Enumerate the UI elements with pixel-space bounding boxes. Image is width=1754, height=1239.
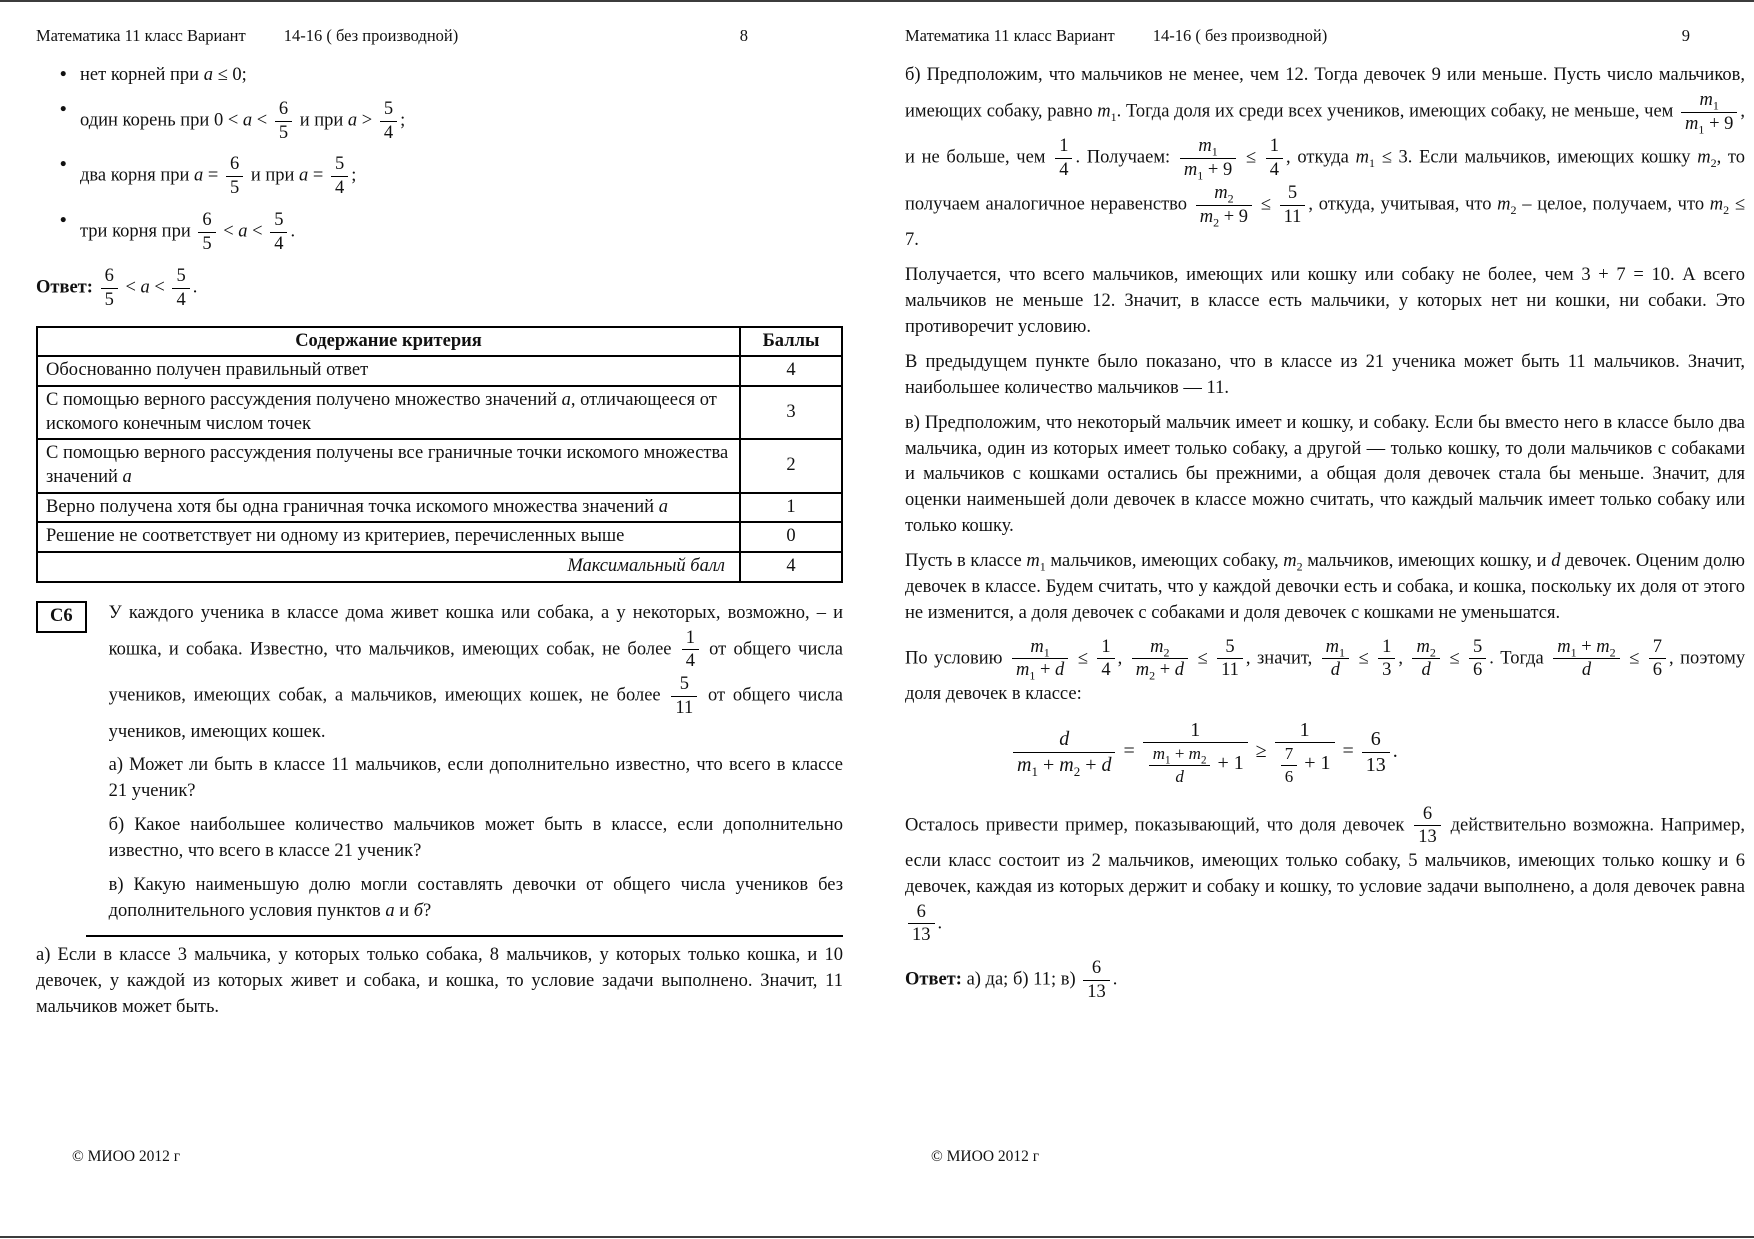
math-variable: m	[1283, 551, 1297, 572]
score-header-cell: Баллы	[740, 327, 842, 357]
subscript: 2	[1073, 763, 1081, 779]
solution-paragraph: Осталось привести пример, показывающий, что доля девочек $\frac{6}{13}$ действительно возможна. Например, если класс состоит из 2 мальчиков, имеющих только собаку, 5 мальчиков, имеющих только кошку и 6 девочек, каждая из которых держит и собаку и кошку, то условие задачи выполнено, а доля девочек равна $\frac{6}{13}$ .	[905, 803, 1745, 946]
subscript: 2	[1609, 645, 1616, 660]
subscript: 1	[1029, 669, 1036, 684]
fraction-denominator: $m_1 + 9$	[1183, 160, 1233, 183]
math-variable: d	[1330, 660, 1340, 681]
bullet-item: • один корень при 0 < a < $\frac{6}{5}$ и при a > $\frac{5}{4}$ ;	[60, 98, 843, 144]
subscript: 1	[1197, 168, 1204, 183]
fraction-numerator: 1	[1055, 136, 1072, 159]
fraction-denominator: 4	[176, 290, 186, 311]
fraction-numerator	[1412, 637, 1439, 660]
solution-paragraph: в) Предположим, что некоторый мальчик имеет и кошку, и собаку. Если бы вместо него в классе было два мальчика, один из которых имеет только собаку, а другой — только кошку, то доли мальчиков с собаками и мальчиков с кошками остались бы прежними, а общая доля девочек стала бы меньше. Значит, для оценки наименьшей доли девочек в классе можно считать, что каждый мальчик имеет только собаку или только кошку.	[905, 412, 1745, 537]
case-bullet-list	[60, 63, 843, 255]
criteria-table	[36, 326, 843, 583]
math-variable: m	[1699, 89, 1713, 110]
bold-label: Ответ:	[36, 277, 93, 298]
subscript: 1	[1165, 754, 1171, 767]
math-variable: m	[1188, 744, 1201, 764]
math-variable: a	[238, 221, 248, 242]
page-number: 8	[739, 26, 748, 45]
footer-copyright: © МИОО 2012 г	[72, 1148, 181, 1165]
answer-line: Ответ: а) да; б) 11; в) $\frac{6}{13}$ .	[905, 958, 1118, 1002]
problem-number-box: С6	[36, 601, 87, 633]
bullet-item: • нет корней при a ≤ 0;	[60, 63, 843, 89]
page-header	[905, 24, 1745, 47]
fraction-denominator: 4	[1059, 160, 1069, 181]
score-cell: 1	[740, 493, 842, 523]
fraction-numerator	[1322, 637, 1349, 660]
math-variable: а	[385, 900, 395, 921]
fraction-numerator: 7	[1649, 637, 1666, 660]
math-variable: б	[413, 900, 424, 921]
math-variable: d	[1101, 753, 1112, 776]
solution-divider	[86, 935, 843, 937]
page-number: 9	[1681, 26, 1690, 45]
fraction	[270, 210, 287, 254]
fraction	[1378, 637, 1395, 681]
fraction-numerator	[1013, 728, 1115, 752]
score-cell: 2	[740, 439, 842, 492]
math-variable: m	[1017, 753, 1032, 776]
fraction-numerator: $m_1 + m_2$	[1149, 744, 1211, 765]
header-title: Математика 11 класс Вариант	[905, 26, 1115, 45]
solution-paragraph: По условию $\frac{m_1}{m_1 + d}$ ≤ $\frac{1}{4}$ , $\frac{m_2}{m_2 + d}$ ≤ $\frac{5}{11}$ , значит, $\frac{m_1}{d}$ ≤ $\frac{1}{3}$ , $\frac{m_2}{d}$ ≤ $\frac{5}{6}$ . Тогда $\frac{m_1 + m_2}{d}$ ≤ $\frac{7}{6}$ , поэтому доля девочек в классе:	[905, 636, 1746, 705]
math-variable: m	[1135, 660, 1150, 681]
math-variable: m	[1150, 636, 1164, 657]
fraction-numerator: 5	[380, 99, 397, 122]
score-cell: 4	[740, 356, 842, 386]
math-variable: a	[203, 65, 213, 86]
math-variable: d	[1581, 660, 1592, 681]
fraction-denominator: 4	[274, 233, 284, 254]
fraction	[1281, 744, 1298, 785]
answer-line: Ответ: $\frac{6}{5}$ < a < $\frac{5}{4}$ .	[36, 266, 198, 311]
fraction	[380, 99, 397, 143]
table-header-row	[37, 327, 842, 357]
fraction-numerator: 6	[1362, 728, 1390, 752]
subscript: 1	[1211, 145, 1218, 160]
math-variable: m	[1097, 101, 1111, 122]
fraction-numerator: 1	[1378, 637, 1395, 660]
fraction-denominator: 11	[1283, 206, 1302, 227]
subscript: 1	[1712, 98, 1719, 113]
fraction-numerator	[1196, 183, 1252, 206]
fraction	[1649, 637, 1666, 681]
fraction-numerator: 5	[270, 210, 287, 233]
math-variable: a	[194, 165, 204, 186]
table-row	[37, 386, 842, 439]
math-variable: d	[1551, 551, 1561, 572]
math-variable: m	[1697, 147, 1711, 168]
math-variable: m	[1199, 206, 1214, 227]
fraction-numerator: 1	[1275, 719, 1335, 743]
fraction	[671, 674, 697, 718]
header-variant: 14-16 ( без производной)	[1152, 26, 1328, 45]
math-variable: d	[1174, 660, 1185, 681]
math-variable: Максимальный балл	[567, 556, 725, 577]
math-variable: a	[347, 110, 358, 131]
criteria-header-cell: Содержание критерия	[37, 327, 740, 357]
fraction-numerator: 5	[172, 266, 189, 289]
math-variable: a	[658, 496, 668, 517]
math-variable: a	[140, 277, 150, 298]
fraction-numerator	[1681, 90, 1737, 113]
criteria-cell: Верно получена хотя бы одна граничная точка искомого множества значений a	[37, 493, 740, 523]
page-bottom-edge-line	[0, 1236, 1754, 1238]
subscript: 2	[1710, 156, 1717, 171]
math-variable: m	[1325, 636, 1340, 657]
fraction-numerator: 6	[1083, 958, 1110, 981]
fraction-denominator: $\frac{7}{6}$ + 1	[1275, 743, 1335, 785]
fraction-denominator	[1553, 659, 1619, 681]
fraction-denominator: 6	[1284, 766, 1294, 786]
fraction	[1180, 136, 1236, 183]
fraction-numerator: 6	[198, 210, 215, 233]
score-cell: 4	[740, 552, 842, 582]
fraction-numerator: 5	[671, 674, 697, 697]
problem-paragraph: У каждого ученика в классе дома живет кошка или собака, а у некоторых, возможно, – и кошка, и собака. Известно, что мальчиков, имеющих собак, не более $\frac{1}{4}$ от общего числа учеников, имеющих собак, а мальчиков, имеющих кошек, не более $\frac{5}{11}$ от общего числа учеников, имеющих кошек.	[108, 602, 844, 742]
problem-paragraph: б) Какое наибольшее количество мальчиков может быть в классе, если дополнительно известно, что всего в классе 21 ученик?	[108, 815, 843, 862]
fraction	[1012, 636, 1068, 684]
page-header	[36, 24, 843, 47]
fraction-numerator: 7	[1281, 744, 1298, 765]
math-variable: a	[299, 165, 309, 186]
subscript: 1	[1368, 156, 1375, 171]
criteria-cell: С помощью верного рассуждения получено множество значений a, отличающееся от искомого конечным числом точек	[37, 386, 740, 439]
math-variable: m	[1026, 551, 1040, 572]
fraction-denominator: 13	[1418, 827, 1437, 848]
criteria-cell: Обоснованно получен правильный ответ	[37, 356, 740, 386]
subscript: 1	[1570, 645, 1577, 660]
fraction-denominator: $m_1 + m_2 + d$	[1017, 753, 1112, 779]
header-variant: 14-16 ( без производной)	[283, 26, 459, 45]
fraction	[226, 154, 243, 198]
table-row	[37, 356, 842, 386]
problem-paragraph: а) Может ли быть в классе 11 мальчиков, если дополнительно известно, что всего в классе 21 ученик?	[108, 755, 843, 802]
subscript: 2	[1213, 215, 1220, 230]
footer-copyright: © МИОО 2012 г	[931, 1148, 1040, 1165]
solution-paragraph: б) Предположим, что мальчиков не менее, чем 12. Тогда девочек 9 или меньше. Пусть число мальчиков, имеющих собаку, равно $m_1$. Тогда доля их среди всех учеников, имеющих собаку, не меньше, чем $\frac{m_1}{m_1 + 9}$ , и не больше, чем $\frac{1}{4}$ . Получаем: $\frac{m_1}{m_1 + 9}$ ≤ $\frac{1}{4}$ , откуда $m_1 \le 3$. Если мальчиков, имеющих кошку $m_2$, то получаем аналогичное неравенство $\frac{m_2}{m_2 + 9}$ ≤ $\frac{5}{11}$ , откуда, учитывая, что $m_2$ – целое, получаем, что $m_2 \le 7$.	[905, 65, 1746, 251]
subscript: 2	[1200, 754, 1207, 767]
math-variable: m	[1059, 753, 1074, 776]
fraction	[198, 210, 215, 254]
fraction-numerator: 5	[1217, 637, 1243, 660]
subscript: 1	[1031, 763, 1038, 779]
fraction-denominator	[1322, 659, 1349, 681]
page-9	[905, 24, 1745, 1214]
math-variable: m	[1030, 636, 1044, 657]
fraction	[1143, 719, 1248, 785]
fraction-denominator	[1412, 659, 1439, 681]
display-formula: $\frac{d}{m_1 + m_2 + d}$ = 1 $\frac{m_1 + m_2}{d}$ + 1 ≥ 1 $\frac{7}{6}$ + 1 = $\frac{6}{13}$ .	[1010, 718, 1745, 786]
fraction-numerator: 1	[1143, 719, 1248, 743]
fraction-denominator: $m_1 + 9$	[1685, 113, 1734, 137]
fraction-numerator: 1	[1097, 637, 1114, 660]
math-variable: m	[1183, 160, 1198, 181]
fraction-denominator: $m_1 + d$	[1015, 660, 1065, 684]
fraction-numerator	[1012, 637, 1068, 660]
score-cell: 0	[740, 522, 842, 552]
math-variable: m	[1355, 147, 1369, 168]
problem-c6	[36, 601, 843, 933]
solution-paragraph: Пусть в классе $m_1$ мальчиков, имеющих собаку, $m_2$ мальчиков, имеющих кошку, и d девочек. Оценим долю девочек в классе. Будем считать, что у каждой девочки есть и собака, и кошка, поскольку их доля от этого не изменится, а доля девочек с собаками и доля девочек с кошками не уменьшатся.	[905, 551, 1745, 623]
fraction	[1097, 637, 1114, 681]
solution-paragraphs	[905, 63, 1745, 708]
math-variable: m	[1709, 194, 1724, 215]
fraction-denominator: 3	[1382, 660, 1392, 681]
math-variable: m	[1497, 194, 1511, 215]
subscript: 1	[1698, 122, 1705, 137]
subscript: 2	[1149, 669, 1156, 684]
fraction-denominator: 4	[1101, 660, 1111, 681]
problem-paragraph: в) Какую наименьшую долю могли составлять девочки от общего числа учеников без дополнительного условия пунктов а и б?	[108, 875, 843, 921]
math-variable: a	[561, 390, 571, 411]
fraction	[1322, 637, 1349, 681]
fraction-numerator: 6	[275, 99, 292, 122]
bullet-item: • два корня при a = $\frac{6}{5}$ и при a = $\frac{5}{4}$ ;	[60, 153, 843, 199]
fraction	[1013, 728, 1115, 779]
table-row	[37, 552, 842, 582]
fraction	[1280, 183, 1306, 227]
fraction	[1217, 637, 1243, 681]
page-top-edge-line	[0, 0, 1754, 2]
fraction	[1132, 636, 1188, 684]
fraction-denominator: 13	[1087, 981, 1106, 1002]
fraction-denominator: 11	[1221, 660, 1239, 681]
math-variable: m	[1015, 660, 1030, 681]
solution-paragraph: В предыдущем пункте было показано, что в классе из 21 ученика может быть 11 мальчиков. Значит, наибольшее количество мальчиков — 11.	[905, 351, 1745, 398]
fraction	[1414, 804, 1441, 848]
subscript: 2	[1163, 645, 1170, 660]
fraction	[101, 266, 118, 310]
subscript: 2	[1296, 559, 1303, 574]
fraction	[1362, 728, 1390, 776]
solution-a-paragraph: а) Если в классе 3 мальчика, у которых только собака, 8 мальчиков, у которых только кошка, и 10 девочек, у каждой из которых живет и собака, и кошка, то условие задачи выполнено. Значит, 11 мальчиков может быть.	[36, 944, 843, 1017]
math-variable: d	[1421, 660, 1431, 681]
fraction-numerator: 5	[1469, 637, 1486, 660]
fraction-numerator: 1	[682, 628, 699, 651]
criteria-cell	[37, 552, 740, 582]
fraction	[1083, 958, 1110, 1002]
subscript: 1	[1039, 559, 1046, 574]
fraction	[1055, 136, 1072, 180]
fraction-numerator	[1132, 637, 1188, 660]
fraction	[331, 154, 348, 198]
fraction-denominator: 5	[104, 290, 114, 311]
fraction-denominator: 13	[1365, 753, 1386, 776]
fraction-denominator	[1149, 766, 1211, 786]
fraction-denominator: $m_2 + d$	[1135, 660, 1185, 684]
fraction-denominator: 11	[675, 697, 694, 718]
fraction	[1196, 182, 1252, 230]
solution-paragraph: Получается, что всего мальчиков, имеющих или кошку или собаку не более, чем 3 + 7 = 10. А всего мальчиков не меньше 12. Значит, в классе есть мальчики, у которых нет ни кошки, ни собаки. Это противоречит условию.	[905, 265, 1745, 337]
fraction-denominator: 5	[229, 178, 240, 199]
math-variable: d	[1175, 766, 1184, 786]
math-variable: d	[1059, 728, 1070, 751]
math-variable: m	[1416, 636, 1430, 657]
math-variable: d	[1055, 660, 1065, 681]
fraction	[1275, 719, 1335, 785]
subscript: 1	[1110, 110, 1117, 125]
math-variable: m	[1214, 182, 1228, 203]
fraction-numerator	[1180, 136, 1236, 159]
fraction-numerator: 6	[1414, 804, 1441, 827]
bold-label: Ответ:	[905, 969, 962, 990]
fraction-denominator: $\frac{m_1 + m_2}{d}$ + 1	[1143, 743, 1248, 785]
table-row	[37, 522, 842, 552]
math-variable: a	[242, 110, 253, 131]
solution-a	[36, 943, 843, 1021]
fraction-numerator: 6	[908, 902, 935, 925]
solution-tail-paragraphs	[905, 803, 1745, 948]
score-cell: 3	[740, 386, 842, 439]
fraction-denominator: 4	[383, 122, 394, 143]
problem-text	[109, 601, 843, 933]
fraction	[1412, 637, 1439, 681]
fraction	[275, 99, 292, 143]
fraction-denominator: 5	[202, 233, 212, 254]
criteria-cell: С помощью верного рассуждения получены все граничные точки искомого множества значений a	[37, 439, 740, 492]
bullet-item: • три корня при $\frac{6}{5}$ < a < $\frac{5}{4}$ .	[60, 209, 843, 255]
math-variable: m	[1198, 136, 1212, 157]
fraction-denominator: $m_2 + 9$	[1199, 206, 1249, 230]
fraction-denominator: 4	[685, 651, 695, 672]
subscript: 2	[1429, 645, 1436, 660]
fraction-denominator: 6	[1652, 660, 1662, 681]
math-variable: m	[1685, 113, 1699, 134]
math-variable: m	[1152, 744, 1166, 764]
fraction-denominator: 13	[912, 925, 931, 946]
fraction-numerator: 6	[101, 266, 118, 289]
fraction-numerator: 5	[331, 154, 348, 177]
fraction	[1149, 744, 1211, 785]
fraction	[1681, 89, 1737, 137]
fraction-numerator: 1	[1266, 136, 1283, 159]
fraction	[1469, 637, 1486, 681]
table-row	[37, 439, 842, 492]
table-row	[37, 493, 842, 523]
math-variable: m	[1596, 636, 1610, 657]
fraction-denominator: 4	[1269, 160, 1280, 181]
math-variable: a	[122, 467, 132, 488]
fraction-denominator: 6	[1472, 660, 1483, 681]
math-variable: m	[1557, 636, 1571, 657]
subscript: 2	[1227, 191, 1234, 206]
fraction-denominator: 5	[278, 122, 289, 143]
fraction-numerator: 5	[1280, 183, 1306, 206]
fraction	[682, 628, 699, 672]
fraction	[1266, 136, 1283, 180]
subscript: 2	[1510, 203, 1517, 218]
subscript: 1	[1339, 645, 1346, 660]
fraction-denominator: 4	[334, 178, 345, 199]
subscript: 2	[1723, 203, 1730, 218]
fraction-numerator: $m_1 + m_2$	[1553, 637, 1619, 660]
criteria-cell: Решение не соответствует ни одному из критериев, перечисленных выше	[37, 522, 740, 552]
fraction-numerator: 6	[226, 154, 243, 177]
subscript: 1	[1043, 645, 1050, 660]
header-title: Математика 11 класс Вариант	[36, 26, 246, 45]
fraction	[908, 902, 935, 946]
page-8	[36, 24, 843, 1214]
fraction	[1553, 637, 1619, 681]
fraction	[172, 266, 189, 310]
